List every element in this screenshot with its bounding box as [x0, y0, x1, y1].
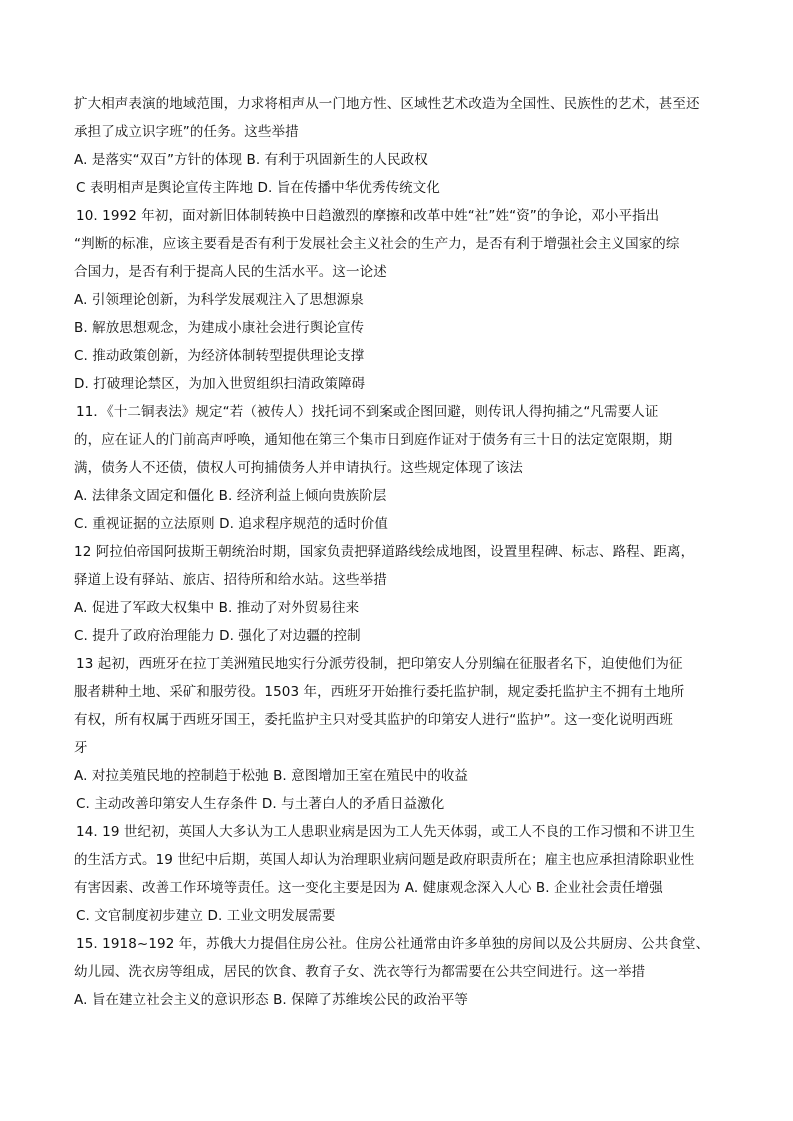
option-line: A. 法律条文固定和僵化 B. 经济利益上倾向贵族阶层	[74, 488, 387, 504]
text-line: “判断的标准，应该主要看是否有利于发展社会主义社会的生产力，是否有利于增强社会主义国家的综	[74, 236, 680, 252]
question-13: 13 起初，西班牙在拉丁美洲殖民地实行分派劳役制，把印第安人分别编在征服者名下，迫使他们为征	[76, 656, 683, 672]
option-line: A. 对拉美殖民地的控制趋于松弛 B. 意图增加王室在殖民中的收益	[74, 768, 469, 784]
text-line: 牙	[74, 740, 88, 756]
text-line: 有害因素、改善工作环境等责任。这一变化主要是因为 A. 健康观念深入人心 B. 企业社会责任增强	[74, 880, 663, 896]
option-line: A. 旨在建立社会主义的意识形态 B. 保障了苏维埃公民的政治平等	[74, 992, 469, 1008]
text-line: 的，应在证人的门前高声呼唤，通知他在第三个集市日到庭作证对于债务有三十日的法定宽限期，期	[74, 432, 673, 448]
option-line: A. 是落实“双百”方针的体现 B. 有利于巩固新生的人民政权	[74, 152, 428, 168]
option-line: C. 提升了政府治理能力 D. 强化了对边疆的控制	[74, 628, 361, 644]
option-line: D. 打破理论禁区，为加入世贸组织扫清政策障碍	[74, 376, 366, 392]
question-12: 12 阿拉伯帝国阿拔斯王朝统治时期，国家负责把驿道路线绘成地图，设置里程碑、标志、路程、距离，	[74, 544, 695, 560]
text-line: 服者耕种土地、采矿和服劳役。1503 年，西班牙开始推行委托监护制，规定委托监护主不拥有土地所	[74, 684, 685, 700]
text-line: 有权，所有权属于西班牙国王，委托监护主只对受其监护的印第安人进行“监护”。这一变化说明西班	[74, 712, 673, 728]
question-14: 14. 19 世纪初，英国人大多认为工人患职业病是因为工人先天体弱，或工人不良的工作习惯和不讲卫生	[76, 824, 696, 840]
option-line: C. 文官制度初步建立 D. 工业文明发展需要	[76, 908, 336, 924]
question-11: 11．《十二铜表法》规定“若（被传人）找托词不到案或企图回避，则传讯人得拘捕之“凡需要人证	[76, 404, 659, 420]
option-line: A. 引领理论创新，为科学发展观注入了思想源泉	[74, 292, 364, 308]
text-line: 扩大相声表演的地域范围，力求将相声从一门地方性、区域性艺术改造为全国性、民族性的艺术，甚至还	[74, 96, 700, 112]
text-line: 的生活方式。19 世纪中后期，英国人却认为治理职业病问题是政府职责所在；雇主也应承担清除职业性	[74, 852, 695, 868]
option-line: C 表明相声是舆论宣传主阵地 D. 旨在传播中华优秀传统文化	[76, 180, 440, 196]
question-15: 15. 1918~192 年，苏俄大力提倡住房公社。住房公社通常由许多单独的房间以及公共厨房、公共食堂、	[76, 936, 710, 952]
option-line: C. 主动改善印第安人生存条件 D. 与土著白人的矛盾日益激化	[76, 796, 445, 812]
text-line: 驿道上设有驿站、旅店、招待所和给水站。这些举措	[74, 572, 387, 588]
question-10: 10. 1992 年初，面对新旧体制转换中日趋激烈的摩擦和改革中姓“社”姓“资”的争论，邓小平指出	[76, 208, 660, 224]
option-line: C. 推动政策创新，为经济体制转型提供理论支撑	[74, 348, 365, 364]
option-line: C. 重视证据的立法原则 D. 追求程序规范的适时价值	[74, 516, 388, 532]
text-line: 幼儿园、洗衣房等组成，居民的饮食、教育子女、洗衣等行为都需要在公共空间进行。这一举措	[74, 964, 646, 980]
text-line: 合国力，是否有利于提高人民的生活水平。这一论述	[74, 264, 387, 280]
text-line: 承担了成立识字班”的任务。这些举措	[74, 124, 299, 140]
option-line: A. 促进了军政大权集中 B. 推动了对外贸易往来	[74, 600, 360, 616]
option-line: B. 解放思想观念，为建成小康社会进行舆论宣传	[74, 320, 365, 336]
text-line: 满，债务人不还债，债权人可拘捕债务人并申请执行。这些规定体现了该法	[74, 460, 523, 476]
